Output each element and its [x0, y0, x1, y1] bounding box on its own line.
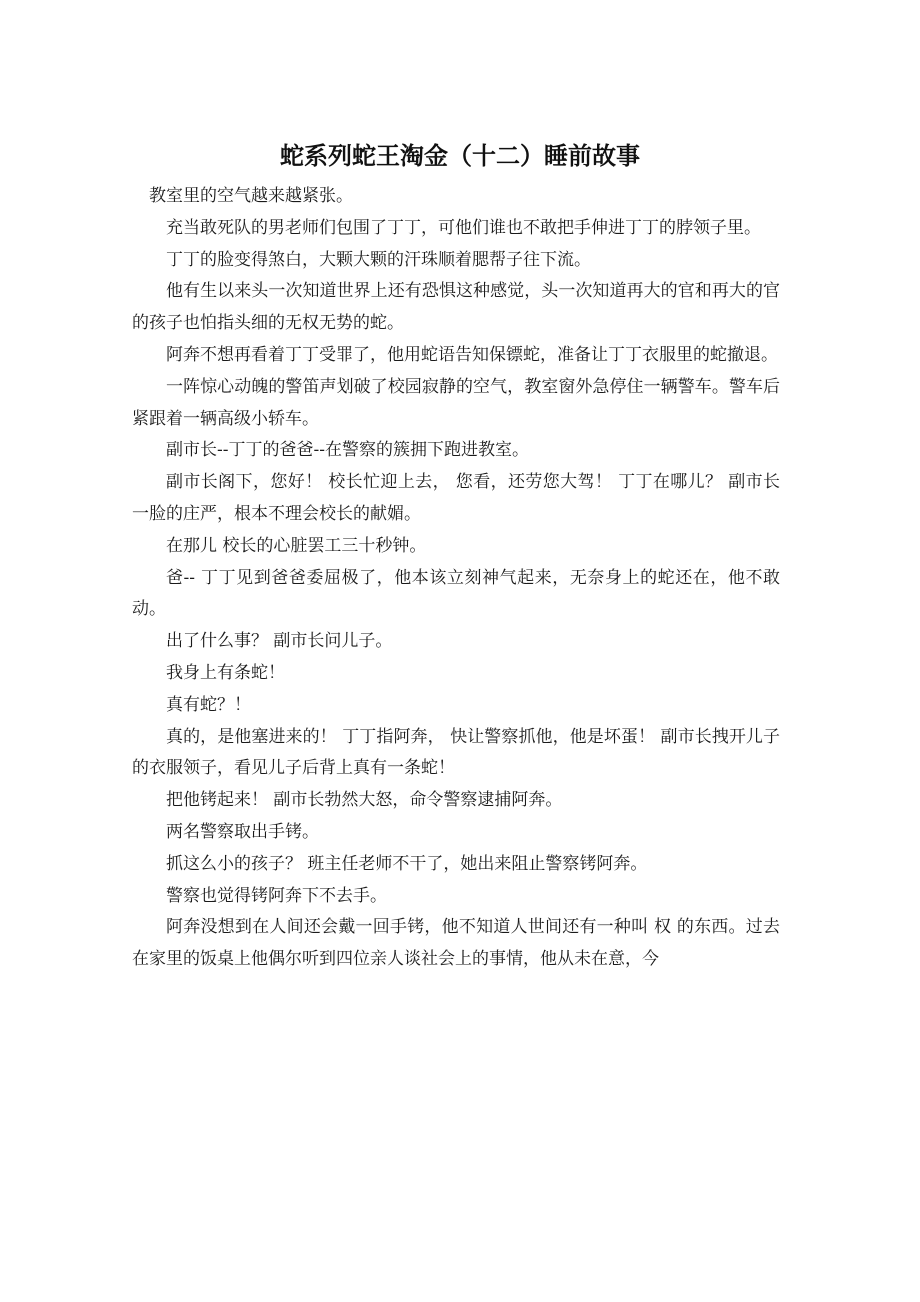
document-title: 蛇系列蛇王淘金（十二）睡前故事: [280, 142, 640, 170]
paragraph: 他有生以来头一次知道世界上还有恐惧这种感觉，头一次知道再大的官和再大的官的孩子也怕指头细的无权无势的蛇。: [132, 281, 780, 334]
paragraph: 一阵惊心动魄的警笛声划破了校园寂静的空气，教室窗外急停住一辆警车。警车后紧跟着一辆高级小轿车。: [132, 376, 780, 429]
paragraph: 充当敢死队的男老师们包围了丁丁，可他们谁也不敢把手伸进丁丁的脖领子里。: [166, 217, 761, 238]
paragraph: 阿奔不想再看着丁丁受罪了，他用蛇语告知保镖蛇，准备让丁丁衣服里的蛇撤退。: [166, 344, 778, 365]
paragraph: 抓这么小的孩子？ 班主任老师不干了，她出来阻止警察铐阿奔。: [166, 853, 648, 874]
paragraph: 副市长--丁丁的爸爸--在警察的簇拥下跑进教室。: [166, 440, 529, 461]
paragraph: 警察也觉得铐阿奔下不去手。: [166, 885, 387, 906]
paragraph: 丁丁的脸变得煞白，大颗大颗的汗珠顺着腮帮子往下流。: [166, 249, 591, 270]
paragraph: 爸-- 丁丁见到爸爸委屈极了，他本该立刻神气起来，无奈身上的蛇还在，他不敢动。: [132, 567, 780, 620]
paragraph: 在那儿 校长的心脏罢工三十秒钟。: [166, 535, 427, 556]
paragraph: 出了什么事？ 副市长问儿子。: [166, 631, 393, 652]
paragraph: 阿奔没想到在人间还会戴一回手铐，他不知道人世间还有一种叫 权 的东西。过去在家里的饭桌上他偶尔听到四位亲人谈社会上的事情，他从未在意，今: [132, 917, 780, 970]
paragraph: 我身上有条蛇！: [166, 662, 285, 683]
paragraph: 真的，是他塞进来的！ 丁丁指阿奔， 快让警察抓他，他是坏蛋！ 副市长拽开儿子的衣服领子，看见儿子后背上真有一条蛇！: [132, 726, 780, 779]
paragraph: 把他铐起来！ 副市长勃然大怒，命令警察逮捕阿奔。: [166, 790, 563, 811]
document-body: [132, 181, 780, 976]
paragraph: 两名警察取出手铐。: [166, 821, 319, 842]
paragraph: 副市长阁下，您好！ 校长忙迎上去， 您看，还劳您大驾！ 丁丁在哪儿？ 副市长一脸的庄严，根本不理会校长的献媚。: [132, 472, 780, 524]
paragraph: 教室里的空气越来越紧张。: [149, 186, 353, 206]
paragraph: 真有蛇？！: [166, 694, 251, 715]
